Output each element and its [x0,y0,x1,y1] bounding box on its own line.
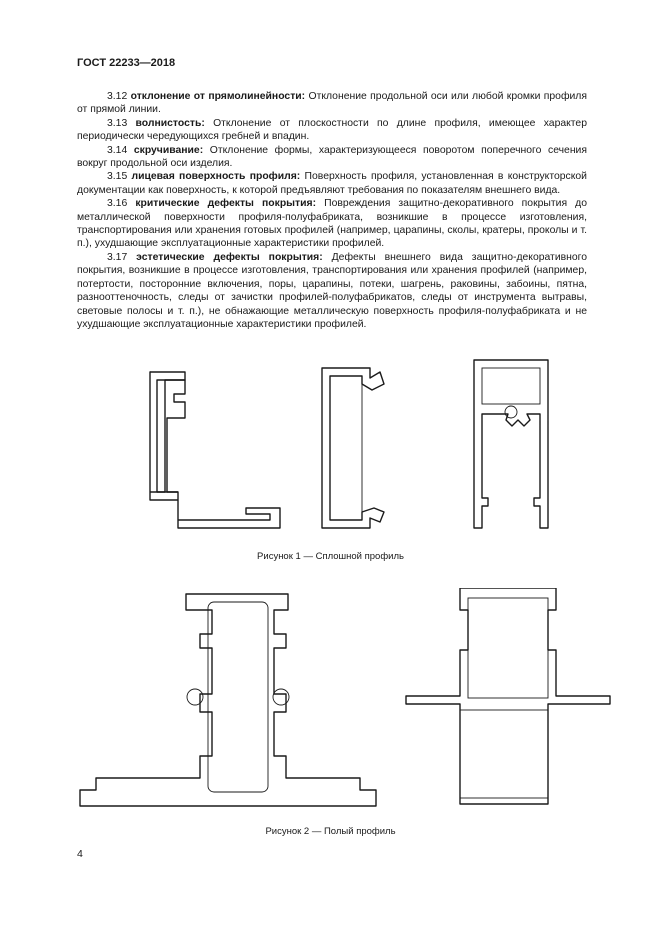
definition-number: 3.14 [107,144,128,156]
definition-number: 3.16 [107,198,128,210]
definition-number: 3.17 [107,251,128,263]
profile-drawing-c-channel [322,368,384,528]
definition-3-17 [77,251,587,331]
definition-term: эстетические дефекты покрытия: [136,251,323,263]
definitions-section [77,90,587,331]
figure-2-caption: Рисунок 2 — Полый профиль [265,826,396,837]
profile-drawing-l-shape [150,372,280,528]
page-number: 4 [77,848,83,860]
profile-drawing-h-shape [474,360,548,528]
definition-term: скручивание: [133,144,204,156]
definition-term: отклонение от прямолинейности: [130,91,306,102]
definition-number: 3.12 [107,91,128,102]
definition-text: Дефекты внешнего вида защитно-декоративного покрытия, возникшие в процессе изготовления, транспортирования или хранения профилей (например, потертости, посторонние включения, поры, царапины, потеки, шагрень, раковины, забоины, пятна, разнооттеночность, следы от зачистки профилей-полуфабрикатов, следы от инструмента вытравы, световые полосы и т. п.), не обнажающие металлическую поверхность профиля-полуфабриката и не ухудшающие эксплуатационные характеристики профилей. [77,251,587,330]
definition-3-12 [77,90,587,117]
figure-2-drawing [0,588,661,818]
definition-number: 3.15 [107,171,128,183]
figure-1-drawing [0,358,661,538]
document-header: ГОСТ 22233—2018 [77,57,176,69]
definition-text: Поверхность профиля, установленная в конструкторской документации как поверхность, к которой предъявляют требования по показателям внешнего вида. [77,171,587,196]
figure-1-caption: Рисунок 1 — Сплошной профиль [257,551,404,562]
definition-number: 3.13 [107,117,128,129]
definition-3-13 [77,117,587,144]
definition-term: волнистость: [135,117,205,129]
profile-drawing-hollow-composite [406,588,610,804]
definition-term: критические дефекты покрытия: [135,198,317,210]
definition-text: Отклонение продольной оси или любой кромки профиля от прямой линии. [77,91,587,116]
definition-3-16 [77,197,587,251]
definition-text: Отклонение формы, характеризующееся поворотом поперечного сечения вокруг продольной оси изделия. [77,144,587,170]
definition-3-15 [77,170,587,197]
definition-text: Повреждения защитно-декоративного покрытия до металлической поверхности профиля-полуфабриката, возникшие в процессе изготовления, транспортирования или хранения готовых профилей (например, царапины, сколы, кратеры, проколы и т. п.), ухудшающие эксплуатационные характеристики профилей. [77,198,587,250]
definition-term: лицевая поверхность профиля: [131,171,301,183]
definition-3-14 [77,144,587,171]
profile-drawing-hollow-t-shape [80,594,376,806]
definition-text: Отклонение от плоскостности по длине профиля, имеющее характер периодически чередующихся гребней и впадин. [77,117,587,143]
